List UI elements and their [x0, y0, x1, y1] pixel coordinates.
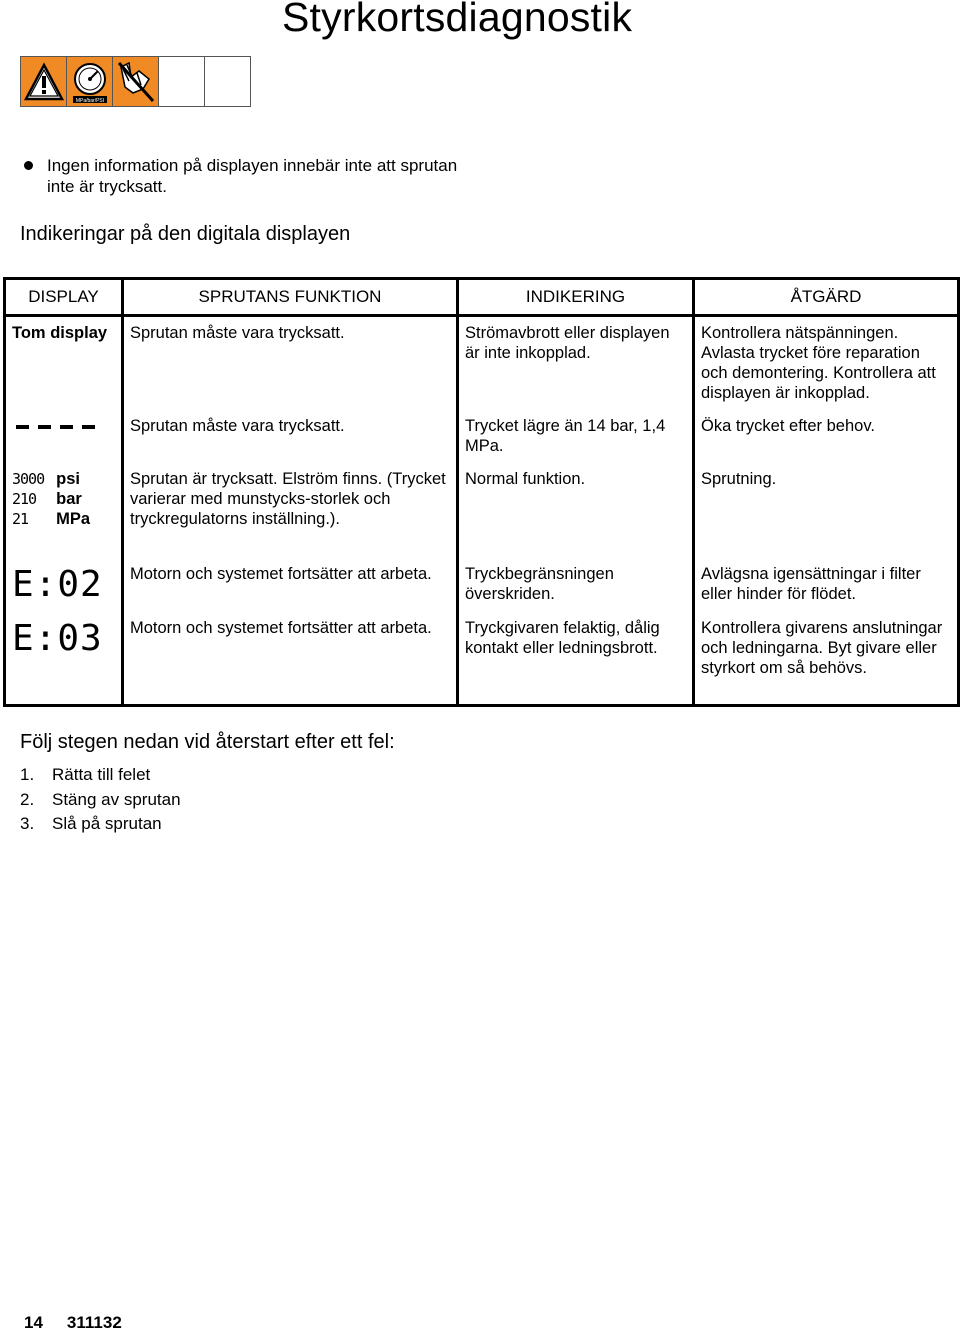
svg-text:MPa/bar/PSI: MPa/bar/PSI: [75, 97, 104, 104]
lcd-pressure-display: [12, 469, 115, 529]
warning-triangle-icon: [20, 56, 67, 107]
table-row: [5, 463, 959, 558]
display-cell: [5, 410, 123, 463]
function-cell: Motorn och systemet fortsätter att arbeta.: [123, 558, 458, 612]
function-cell: Sprutan måste vara trycksatt.: [123, 410, 458, 463]
indication-cell: Strömavbrott eller displayen är inte inkopplad.: [458, 316, 694, 410]
document-number: 311132: [66, 1313, 122, 1332]
info-bullet-text: Ingen information på displayen innebär inte att sprutan inte är trycksatt.: [47, 156, 458, 196]
list-item: 1. Rätta till felet: [20, 765, 151, 784]
header-display: DISPLAY: [5, 279, 123, 316]
restart-steps: [20, 763, 181, 837]
header-function: SPRUTANS FUNKTION: [123, 279, 458, 316]
lcd-value-psi: 3000: [12, 469, 45, 488]
lcd-error-e03: E:03: [12, 617, 103, 659]
info-bullet: [24, 155, 464, 197]
section-heading: Indikeringar på den digitala displayen: [20, 223, 351, 245]
indication-cell: Trycket lägre än 14 bar, 1,4 MPa.: [458, 410, 694, 463]
action-cell: Sprutning.: [694, 463, 959, 558]
header-action: ÅTGÄRD: [694, 279, 959, 316]
lcd-dashes-display: [12, 416, 104, 436]
header-indication: INDIKERING: [458, 279, 694, 316]
action-cell: Kontrollera givarens anslutningar och ledningarna. Byt givare eller styrkort om så behövs.: [694, 612, 959, 706]
page-footer: [24, 1313, 122, 1333]
page-title: Styrkortsdiagnostik: [282, 0, 633, 40]
unit-psi: psi: [56, 469, 80, 488]
display-cell: [5, 612, 123, 706]
diagnostics-table: [3, 277, 960, 707]
list-item: 2. Stäng av sprutan: [20, 789, 181, 809]
unit-bar: bar: [56, 489, 82, 508]
blank-icon-box: [158, 56, 205, 107]
list-item: 3. Slå på sprutan: [20, 814, 162, 833]
function-cell: Motorn och systemet fortsätter att arbeta.: [123, 612, 458, 706]
function-cell: Sprutan måste vara trycksatt.: [123, 316, 458, 410]
indication-cell: Tryckbegränsningen överskriden.: [458, 558, 694, 612]
table-row: [5, 612, 959, 706]
restart-heading: Följ stegen nedan vid återstart efter ett fel:: [20, 731, 395, 753]
lcd-error-e02: E:02: [12, 563, 103, 605]
lcd-value-mpa: 21: [12, 509, 29, 528]
pressure-gauge-icon: [66, 56, 113, 107]
action-cell: Avlägsna igensättningar i filter eller hinder för flödet.: [694, 558, 959, 612]
warning-icons: [20, 56, 250, 107]
indication-cell: Normal funktion.: [458, 463, 694, 558]
display-cell: [5, 463, 123, 558]
display-cell: [5, 558, 123, 612]
no-hands-icon: [112, 56, 159, 107]
display-cell: [5, 316, 123, 410]
action-cell: Kontrollera nätspänningen. Avlasta trycket före reparation och demontering. Kontrollera att displayen är inkopplad.: [694, 316, 959, 410]
blank-icon-box: [204, 56, 251, 107]
display-text: Tom display: [12, 324, 108, 342]
table-row: [5, 558, 959, 612]
unit-mpa: MPa: [56, 509, 91, 528]
action-cell: Öka trycket efter behov.: [694, 410, 959, 463]
table-header-row: [5, 279, 959, 316]
lcd-value-bar: 210: [12, 489, 37, 508]
function-cell: Sprutan är trycksatt. Elström finns. (Trycket varierar med munstycks-storlek och tryckregulatorns inställning.).: [123, 463, 458, 558]
table-row: [5, 316, 959, 410]
bullet-icon: [24, 161, 33, 170]
table-row: [5, 410, 959, 463]
indication-cell: Tryckgivaren felaktig, dålig kontakt eller ledningsbrott.: [458, 612, 694, 706]
page-number: 14: [24, 1313, 43, 1332]
